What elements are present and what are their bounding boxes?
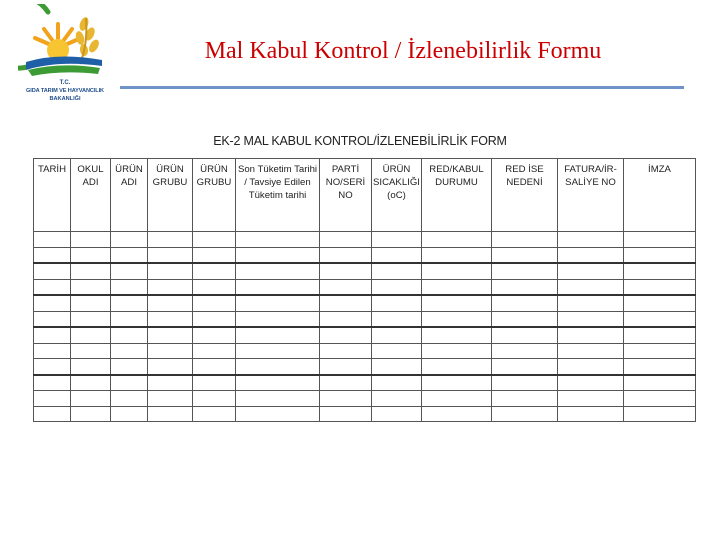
title-divider	[120, 86, 684, 89]
ministry-sun-wheat-logo-icon	[18, 4, 112, 80]
column-header-urun-adi: ÜRÜN ADI	[111, 159, 148, 232]
logo-ministry-name: GIDA TARIM VE HAYVANCILIK	[26, 88, 104, 94]
table-row	[34, 359, 696, 375]
column-header-tarih: TARİH	[34, 159, 71, 232]
column-header-parti-no: PARTİ NO/SERİ NO	[320, 159, 372, 232]
logo-ministry-name-2: BAKANLIĞI	[49, 96, 81, 102]
table-row	[34, 311, 696, 327]
table-row	[34, 232, 696, 248]
table-row	[34, 247, 696, 263]
table-row	[34, 263, 696, 279]
column-header-red-ise-nedeni: RED İSE NEDENİ	[492, 159, 558, 232]
table-row	[34, 327, 696, 343]
form-table	[33, 158, 696, 422]
table-row	[34, 279, 696, 295]
column-header-imza: İMZA	[624, 159, 696, 232]
column-header-urun-sicakligi: ÜRÜN SICAKLIĞI (oC)	[372, 159, 422, 232]
column-header-fatura-irsaliye-no: FATURA/İR-SALİYE NO	[558, 159, 624, 232]
column-header-urun-grubu-2: ÜRÜN GRUBU	[193, 159, 236, 232]
column-header-urun-grubu: ÜRÜN GRUBU	[148, 159, 193, 232]
column-header-red-kabul-durumu: RED/KABUL DURUMU	[422, 159, 492, 232]
table-row	[34, 391, 696, 407]
form-title: EK-2 MAL KABUL KONTROL/İZLENEBİLİRLİK FORM	[213, 134, 507, 148]
page-title: Mal Kabul Kontrol / İzlenebilirlik Formu	[204, 38, 602, 64]
logo-tc-text: T.C.	[59, 80, 71, 86]
table-header-row	[34, 159, 696, 232]
table-row	[34, 406, 696, 422]
table-row	[34, 343, 696, 359]
ministry-logo	[6, 4, 124, 116]
table-row	[34, 375, 696, 391]
table-row	[34, 295, 696, 311]
column-header-son-tuketim-tarihi: Son Tüketim Tarihi / Tavsiye Edilen Tüketim tarihi	[236, 159, 320, 232]
column-header-okul-adi: OKUL ADI	[71, 159, 111, 232]
